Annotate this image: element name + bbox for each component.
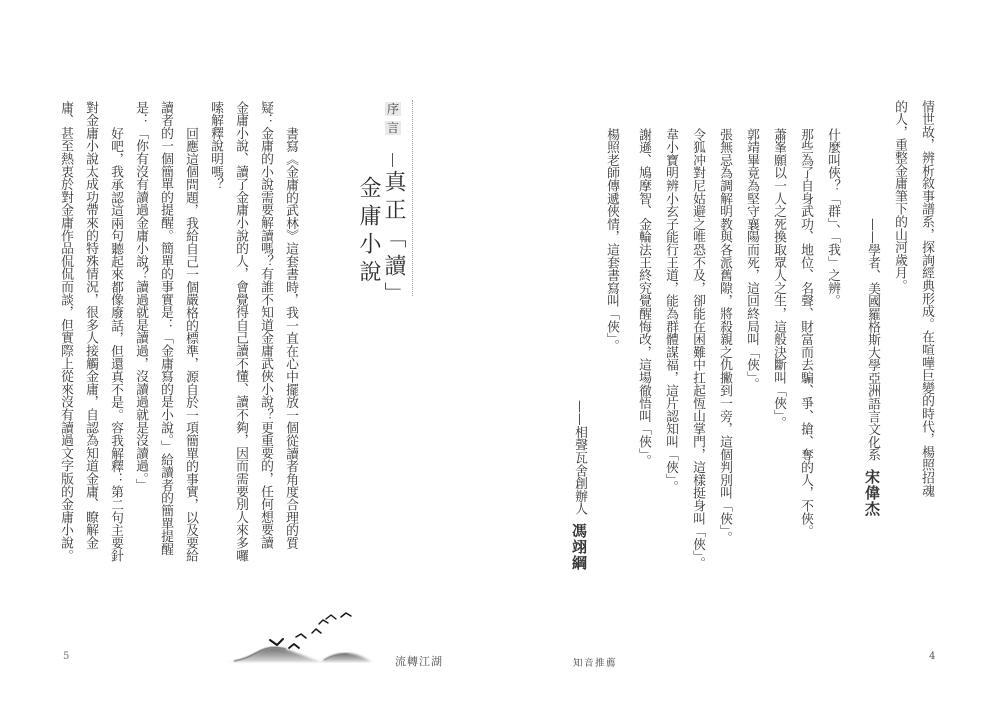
running-footer-right: 知音推薦 <box>573 658 618 669</box>
line-text: ——學者、美國羅格斯大學亞洲語言文化系 <box>865 218 880 462</box>
line-text: 那些為了自身武功、地位、名聲、財富而去騙、爭、搶、奪的人，不俠。 <box>798 128 813 538</box>
text-column-line <box>278 101 303 597</box>
line-text: 楊照老師傳遞俠情，這套書寫叫「俠」。 <box>604 128 619 352</box>
preface-title <box>352 170 406 320</box>
mountain-large <box>228 648 322 663</box>
text-column-line <box>228 101 253 597</box>
endorser-name: 宋偉杰 <box>863 469 881 518</box>
text-column-line <box>765 100 792 592</box>
line-text: 對金庸小說太成功帶來的特殊情況，很多人接觸金庸，自認為知道金庸、瞭解金 <box>83 101 98 549</box>
text-column-line <box>886 100 913 592</box>
line-text: 書寫《金庸的武林》這套書時，我一直在心中擺放一個從讀者角度合理的質 <box>283 127 298 550</box>
line-text: 的人，重整金庸筆下的山河歲月。 <box>892 100 907 292</box>
preface-body-text <box>49 101 303 597</box>
line-text: 是：「你有沒有讀過金庸小說？讀過就是讀過，沒讀過就是沒讀過。」 <box>133 101 148 492</box>
section-label-divider <box>392 153 393 167</box>
flying-birds <box>270 613 351 648</box>
text-column-line <box>103 101 128 597</box>
line-text: 令狐冲對尼姑避之唯恐不及，卻能在困難中扛起恆山掌門，這樣挺身叫「俠」。 <box>690 128 705 570</box>
section-label-preface <box>385 102 401 135</box>
line-text: ——相聲瓦舍創辦人 <box>572 400 587 516</box>
text-column-line <box>711 100 738 592</box>
line-text: 好吧，我承認這兩句聽起來都像廢話，但還真不是。容我解釋：第二句主要針 <box>108 127 123 563</box>
preface-dotted-rule <box>412 100 413 296</box>
text-column-line <box>630 100 657 592</box>
text-column-line <box>684 100 711 592</box>
text-column-line <box>738 100 765 592</box>
right-page <box>500 0 1000 710</box>
line-text: 金庸小說、讀了金庸小說的人，會覺得自己讀不懂、讀不夠，因而需要別人來多囉 <box>233 101 248 562</box>
section-label-char: 言 <box>387 121 400 135</box>
text-column-line <box>253 101 278 597</box>
page-number-right: 4 <box>929 651 936 662</box>
text-column-line <box>153 101 178 597</box>
line-text: 嗦解釋說明嗎？ <box>208 101 223 191</box>
text-column-line <box>78 101 103 597</box>
text-column-line <box>178 101 203 597</box>
text-column-line <box>819 100 846 592</box>
running-footer-left: 流轉江湖 <box>395 655 443 668</box>
line-text: 張無忌為調解明教與各派舊隙，將殺親之仇撇到一旁，這個判別叫「俠」。 <box>717 128 732 544</box>
line-text: 回應這個問題，我給自己一個嚴格的標準，源自於一項簡單的事實，以及要給 <box>183 127 198 563</box>
text-column-line <box>657 100 684 592</box>
line-text: 情世故，辨析敘事譜系，探詢經典形成。在喧嘩巨變的時代，楊照招魂 <box>919 100 934 497</box>
ink-painting-illustration <box>222 590 394 668</box>
endorser-name: 馮翊綱 <box>570 523 588 572</box>
line-text: 庸、甚至熱衷於對金庸作品侃侃而談，但實際上從來沒有讀過文字版的金庸小說。 <box>58 101 73 562</box>
text-column-line <box>792 100 819 592</box>
text-column-line <box>565 100 593 592</box>
text-column-line <box>128 101 153 597</box>
endorsements-text <box>568 100 940 592</box>
line-text: 謝遜、鳩摩智、金輪法王終究覺醒悔改，這場徹悟叫「俠」。 <box>636 128 651 468</box>
line-text: 韋小寶明辨小玄子能行王道，能為群體謀福，這片認知叫「俠」。 <box>663 128 678 493</box>
text-column-line <box>53 101 78 597</box>
text-column-line <box>858 100 886 592</box>
page-number-left: 5 <box>63 651 70 662</box>
text-column-line <box>913 100 940 592</box>
text-column-line <box>598 100 625 592</box>
line-text: 郭靖畢竟為堅守襄陽而死，這回終局叫「俠」。 <box>744 128 759 391</box>
preface-title-line-2: 金庸小說 <box>356 176 381 288</box>
line-text: 疑：金庸的小說需要解讀嗎？有誰不知道金庸武俠小說？更重要的，任何想要讀 <box>258 101 273 549</box>
section-label-char: 序 <box>387 102 400 116</box>
preface-title-line-1: 真正「讀」 <box>381 170 406 310</box>
line-text: 蕭峯願以一人之死換取眾人之生，這般決斷叫「俠」。 <box>771 128 786 429</box>
text-column-line <box>203 101 228 597</box>
line-text: 讀者的一個簡單的提醒。簡單的事實是：「金庸寫的是小說。」給讀者的簡單提醒 <box>158 101 173 556</box>
line-text: 什麼叫俠？「群」、「我」之辨。 <box>825 128 840 308</box>
